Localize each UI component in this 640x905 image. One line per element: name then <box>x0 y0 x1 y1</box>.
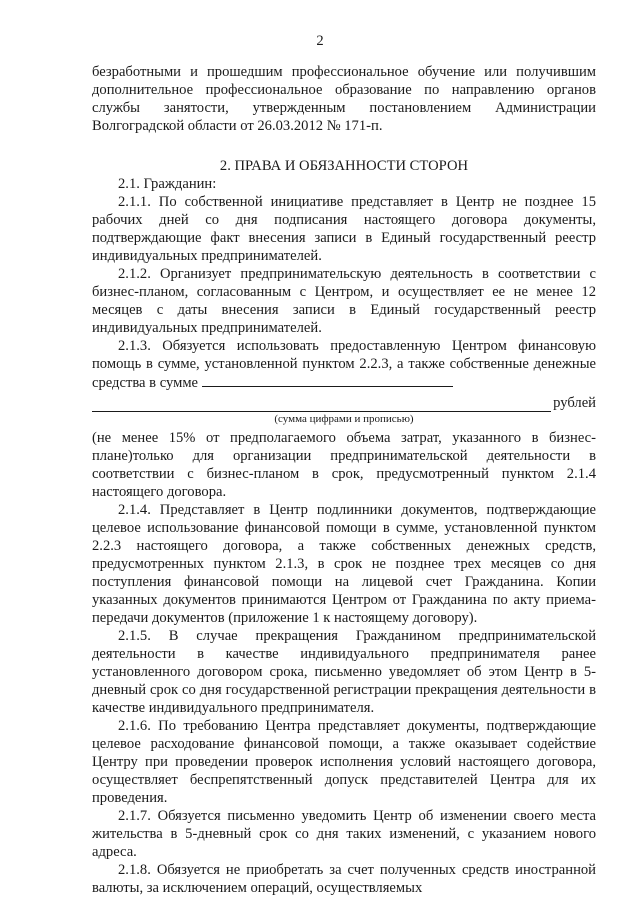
clause-2-1-8: 2.1.8. Обязуется не приобретать за счет полученных средств иностранной валюты, за исключением операций, осуществляемых <box>92 862 596 896</box>
amount-line <box>92 394 596 412</box>
clause-2-1-7: 2.1.7. Обязуется письменно уведомить Центр об изменении своего места жительства в 5-дневный срок со дня таких изменений, с указанием нового адреса. <box>92 808 596 860</box>
clause-2-1-5: 2.1.5. В случае прекращения Гражданином предпринимательской деятельности в качестве индивидуального предпринимателя ранее установленного договором срока, письменно уведомляет об этом Центр в 5-дневный срок со дня государственной регистрации прекращения деятельности в качестве индивидуального предпринимателя. <box>92 628 596 716</box>
clause-2-1-2: 2.1.2. Организует предпринимательскую деятельность в соответствии с бизнес-планом, согласованным с Центром, и осуществляет ее не менее 12 месяцев с даты внесения записи в Единый государственный реестр индивидуальных предпринимателей. <box>92 266 596 336</box>
amount-blank-full-line <box>92 398 551 412</box>
clause-2-1-3-continuation: (не менее 15% от предполагаемого объема затрат, указанного в бизнес-плане)только для организации предпринимательской деятельности в соответствии с бизнес-планом в срок, предусмотренный пунктом 2.1.4 настоящего договора. <box>92 430 596 500</box>
page-number: 2 <box>316 33 324 49</box>
rubles-label: рублей <box>553 395 596 411</box>
clause-2-1-3-text: 2.1.3. Обязуется использовать предоставленную Центром финансовую помощь в сумме, установленной пунктом 2.2.3, а также собственные денежные средства в сумме <box>92 338 596 391</box>
section-heading: 2. ПРАВА И ОБЯЗАННОСТИ СТОРОН <box>219 158 469 174</box>
clause-2-1-3 <box>92 337 596 392</box>
clause-2-1: 2.1. Гражданин: <box>118 176 217 192</box>
amount-blank-line <box>202 373 453 387</box>
sum-caption: (сумма цифрами и прописью) <box>274 413 414 425</box>
clause-2-1-1: 2.1.1. По собственной инициативе представляет в Центр не позднее 15 рабочих дней со дня подписания настоящего договора документы, подтверждающие факт внесения записи в Единый государственный реестр индивидуальных предпринимателей. <box>92 194 596 264</box>
clause-2-1-6: 2.1.6. По требованию Центра представляет документы, подтверждающие целевое расходование финансовой помощи, а также оказывает содействие Центру при проведении проверок исполнения условий настоящего договора, осуществляет беспрепятственный допуск представителей Центра для их проведения. <box>92 718 596 806</box>
document-body <box>92 63 596 897</box>
intro-paragraph: безработными и прошедшим профессиональное обучение или получившим дополнительное профессиональное образование по направлению органов службы занятости, утвержденным постановлением Администрации Волгоградской области от 26.03.2012 № 171-п. <box>92 64 596 134</box>
clause-2-1-4: 2.1.4. Представляет в Центр подлинники документов, подтверждающие целевое использование финансовой помощи в сумме, установленной пунктом 2.2.3 настоящего договора, а также собственных денежных средств, предусмотренных пунктом 2.1.3, в срок не позднее трех месяцев со дня поступления финансовой помощи на лицевой счет Гражданина. Копии указанных документов принимаются Центром от Гражданина по акту приема-передачи документов (приложение 1 к настоящему договору). <box>92 502 596 626</box>
